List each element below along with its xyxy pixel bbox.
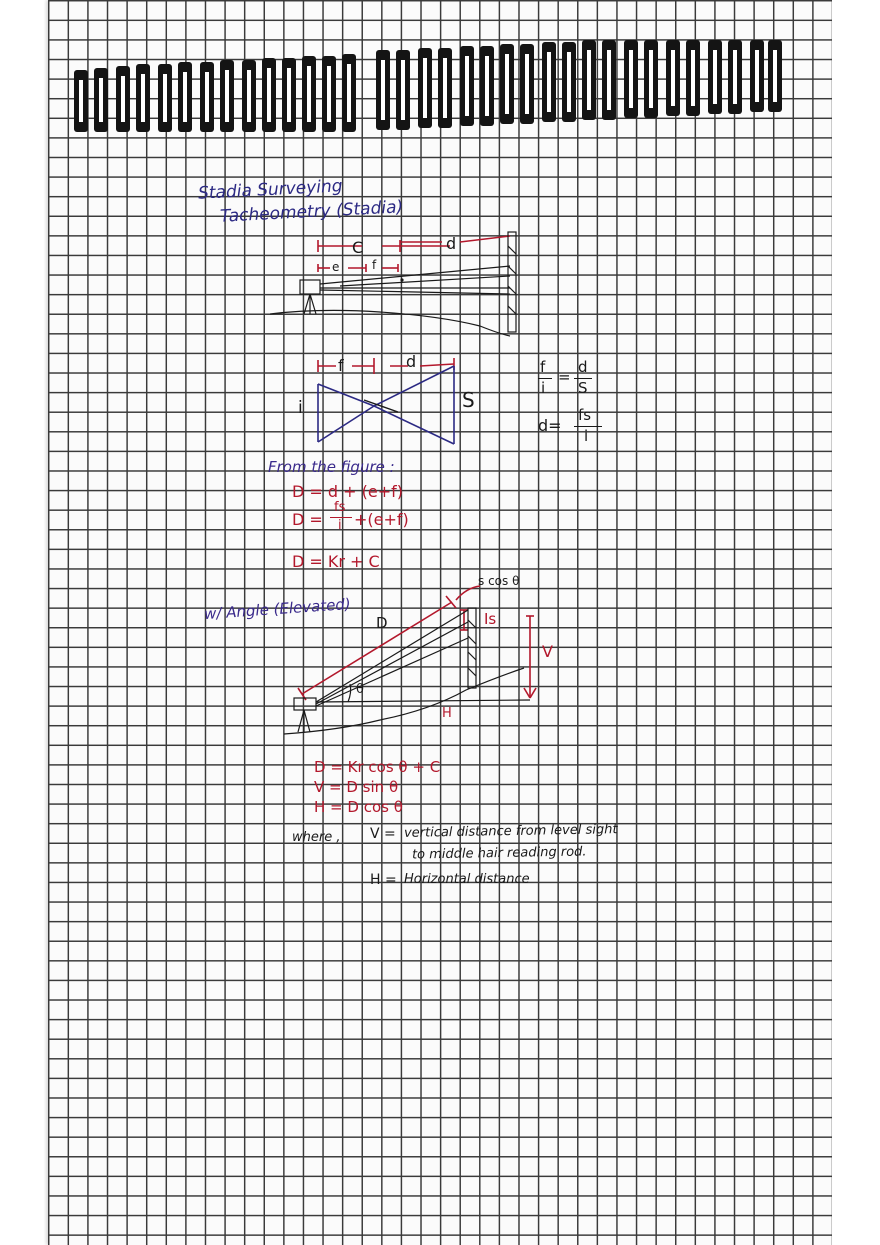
ratio-i-den: i <box>541 379 546 397</box>
ratio-f-num: f <box>540 358 546 376</box>
formula-line-1: D = Kr cos θ + C <box>314 758 441 776</box>
ratio-d-equals: d= <box>538 416 562 435</box>
title-line-1: Stadia Surveying <box>197 176 344 204</box>
fig1-label-d: d <box>446 234 457 253</box>
eq2-rhs: +(e+f) <box>354 510 409 529</box>
where-label: where , <box>292 830 341 845</box>
fig2-label-s: S <box>462 388 475 412</box>
fig1-label-e: e <box>332 260 340 274</box>
eq2-num: fs <box>334 500 346 515</box>
from-figure-eq-2 <box>292 502 432 542</box>
angle-label-h: H <box>442 706 452 721</box>
where-h-def: Horizontal distance <box>404 872 530 887</box>
fig1-label-c: C <box>352 238 364 257</box>
angle-label-v: V <box>542 642 553 661</box>
angle-label-is: Is <box>484 610 497 628</box>
where-v-def-1: vertical distance from level sight <box>403 822 618 841</box>
angle-label-D: D <box>376 614 388 632</box>
ratio-d-num: d <box>578 358 588 376</box>
angle-label-cos: s cos θ <box>478 574 520 588</box>
where-v-def-2: to middle hair reading rod. <box>411 844 587 863</box>
stadia-setup-diagram <box>260 226 540 346</box>
from-figure-heading: From the figure : <box>268 458 395 476</box>
spiral-binding <box>60 40 800 150</box>
ratio-fs-num: fs <box>578 406 592 424</box>
elevated-angle-diagram <box>280 580 550 740</box>
angle-label-theta: θ <box>356 682 364 697</box>
fig2-label-d: d <box>406 352 417 371</box>
ratio-equation-1 <box>538 358 628 398</box>
bowtie-diagram <box>308 356 468 456</box>
ratio-i-den-2: i <box>584 427 589 445</box>
fig2-label-i: i <box>298 398 303 418</box>
from-figure-eq-1: D = d + (e+f) <box>292 482 403 501</box>
where-h-key: H = <box>370 872 397 888</box>
eq2-lhs: D = <box>292 510 323 529</box>
fig2-label-f: f <box>338 356 344 375</box>
fig1-label-f: f <box>372 258 377 272</box>
formula-line-3: H = D cos θ <box>314 798 403 816</box>
angle-heading: w/ Angle (Elevated) <box>203 594 352 624</box>
title-line-2: Tacheometry (Stadia) <box>219 197 404 227</box>
ratio-equals: = <box>558 368 571 386</box>
ratio-s-den: S <box>578 379 588 397</box>
from-figure-eq-3: D = Kr + C <box>292 552 380 571</box>
formula-line-2: V = D sin θ <box>314 778 399 796</box>
eq2-den: i <box>338 518 342 533</box>
ratio-equation-2 <box>538 406 628 450</box>
where-v-key: V = <box>370 826 396 842</box>
